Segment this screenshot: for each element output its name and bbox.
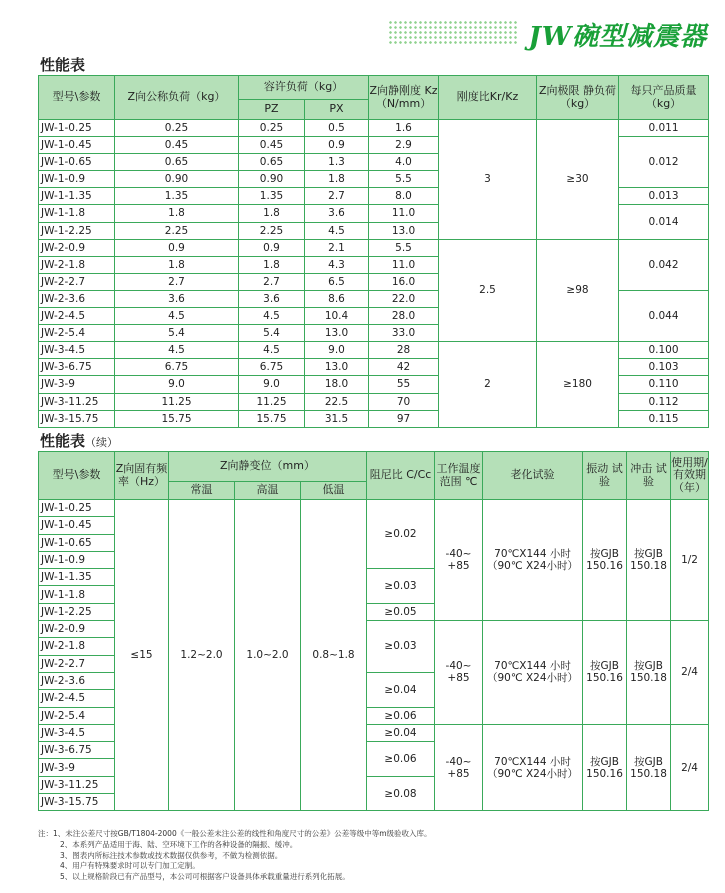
cell-model: JW-2-3.6 [39,672,115,689]
footnote-line [38,851,708,862]
cell-z-load: 5.4 [115,325,239,342]
cell-normal-temp: 1.2~2.0 [169,500,235,811]
cell-model: JW-1-2.25 [39,603,115,620]
cell-z-load: 0.25 [115,120,239,137]
cell-aging-group-3: 70℃X144 小时（90℃ X24小时） [483,724,583,810]
cell-mass: 0.042 [619,239,709,290]
cell-damping: ≥0.06 [367,742,435,777]
cell-pz: 2.7 [239,273,305,290]
footnotes [38,829,708,883]
cell-model: JW-3-9 [39,376,115,393]
col-header-kz: Z向静刚度 Kz（N/mm） [369,76,439,120]
cell-damping: ≥0.03 [367,569,435,604]
cell-model: JW-1-0.65 [39,154,115,171]
col-header-freq: Z向固有频率（Hz） [115,452,169,500]
cell-temp-group-1: -40~ +85 [435,500,483,621]
cell-z-load: 0.45 [115,137,239,154]
cell-pz: 15.75 [239,410,305,427]
cell-kz: 2.9 [369,137,439,154]
cell-limit-group-1: ≥30 [537,120,619,240]
page-header [0,12,725,52]
cell-px: 13.0 [305,325,369,342]
cell-z-load: 1.8 [115,256,239,273]
footnote-text: 本系列产品适用于海、陆、空环境下工作的各种设备的隔振、缓冲。 [72,839,298,849]
cell-model: JW-3-11.25 [39,393,115,410]
cell-z-load: 0.90 [115,171,239,188]
cell-kz: 4.0 [369,154,439,171]
cell-kz: 11.0 [369,205,439,222]
cell-model: JW-1-1.8 [39,205,115,222]
cell-px: 2.7 [305,188,369,205]
cell-kz: 28.0 [369,308,439,325]
col-header-mass: 每只产品质量（kg） [619,76,709,120]
footnote-line [38,840,708,851]
cell-mass: 0.115 [619,410,709,427]
cell-ratio-group-2: 2.5 [439,239,537,342]
cell-damping: ≥0.02 [367,500,435,569]
cell-life-group-2: 2/4 [671,621,709,725]
cell-mass: 0.012 [619,137,709,188]
table-row [39,342,709,359]
cell-mass: 0.100 [619,342,709,359]
col-header-temp: 工作温度范围 ℃ [435,452,483,500]
cell-px: 0.5 [305,120,369,137]
cell-px: 22.5 [305,393,369,410]
cell-mass: 0.044 [619,290,709,341]
col-header-disp: Z向静变位（mm） [169,452,367,482]
cell-model: JW-2-4.5 [39,690,115,707]
cell-vibration-group-3: 按GJB 150.16 [583,724,627,810]
cell-model: JW-2-5.4 [39,325,115,342]
cell-damping: ≥0.04 [367,724,435,741]
cell-model: JW-2-2.7 [39,655,115,672]
cell-model: JW-1-0.9 [39,551,115,568]
table2-title-suffix: （续） [85,436,119,449]
cell-freq: ≤15 [115,500,169,811]
cell-px: 1.3 [305,154,369,171]
cell-pz: 5.4 [239,325,305,342]
footnote-lead: 2、 [60,839,73,849]
cell-kz: 8.0 [369,188,439,205]
cell-low-temp: 0.8~1.8 [301,500,367,811]
footnote-lead: 3、 [60,850,73,860]
cell-z-load: 0.9 [115,239,239,256]
col-header-allow-load: 容许负荷（kg） [239,76,369,100]
cell-pz: 11.25 [239,393,305,410]
cell-model: JW-1-0.45 [39,137,115,154]
cell-kz: 42 [369,359,439,376]
cell-z-load: 1.8 [115,205,239,222]
table-row [39,239,709,256]
cell-z-load: 4.5 [115,308,239,325]
table2-title-text: 性能表 [40,432,86,450]
cell-px: 4.3 [305,256,369,273]
cell-mass: 0.014 [619,205,709,239]
cell-model: JW-3-4.5 [39,342,115,359]
cell-pz: 0.65 [239,154,305,171]
cell-px: 13.0 [305,359,369,376]
cell-limit-group-2: ≥98 [537,239,619,342]
cell-temp-group-3: -40~ +85 [435,724,483,810]
footnote-line [38,861,708,872]
cell-model: JW-2-5.4 [39,707,115,724]
cell-kz: 28 [369,342,439,359]
cell-mass: 0.110 [619,376,709,393]
footnote-lead: 4、 [60,861,73,871]
cell-mass: 0.011 [619,120,709,137]
cell-kz: 5.5 [369,239,439,256]
cell-pz: 9.0 [239,376,305,393]
table1-title-text: 性能表 [40,56,86,74]
cell-px: 2.1 [305,239,369,256]
performance-table-continued [38,451,709,811]
cell-mass: 0.103 [619,359,709,376]
col-header-aging: 老化试验 [483,452,583,500]
cell-model: JW-1-0.65 [39,534,115,551]
cell-model: JW-1-1.35 [39,188,115,205]
cell-damping: ≥0.05 [367,603,435,620]
cell-px: 3.6 [305,205,369,222]
cell-pz: 0.45 [239,137,305,154]
cell-pz: 6.75 [239,359,305,376]
footnote-line [38,872,708,883]
cell-model: JW-2-1.8 [39,256,115,273]
cell-model: JW-1-2.25 [39,222,115,239]
cell-kz: 11.0 [369,256,439,273]
cell-model: JW-1-0.9 [39,171,115,188]
cell-pz: 4.5 [239,342,305,359]
cell-model: JW-1-1.8 [39,586,115,603]
cell-px: 8.6 [305,290,369,307]
cell-model: JW-3-15.75 [39,794,115,811]
cell-aging-group-2: 70℃X144 小时（90℃ X24小时） [483,621,583,725]
cell-model: JW-1-0.45 [39,517,115,534]
cell-z-load: 1.35 [115,188,239,205]
cell-z-load: 15.75 [115,410,239,427]
cell-z-load: 9.0 [115,376,239,393]
table-row [39,120,709,137]
cell-aging-group-1: 70℃X144 小时（90℃ X24小时） [483,500,583,621]
cell-shock-group-2: 按GJB 150.18 [627,621,671,725]
performance-table [38,75,709,428]
col-header-pz: PZ [239,100,305,120]
table2-title [40,430,118,451]
cell-model: JW-2-0.9 [39,621,115,638]
cell-z-load: 11.25 [115,393,239,410]
footnote-lead: 5、 [60,872,73,882]
cell-px: 9.0 [305,342,369,359]
cell-px: 18.0 [305,376,369,393]
cell-px: 10.4 [305,308,369,325]
brand-title: JW碗型减震器 [528,22,707,52]
col-header-normal-temp: 常温 [169,482,235,500]
cell-model: JW-1-1.35 [39,569,115,586]
col-header-model: 型号\参数 [39,76,115,120]
dot-pattern-decoration [388,20,518,46]
cell-model: JW-2-3.6 [39,290,115,307]
col-header-px: PX [305,100,369,120]
cell-kz: 5.5 [369,171,439,188]
cell-model: JW-3-4.5 [39,724,115,741]
cell-kz: 55 [369,376,439,393]
cell-model: JW-3-15.75 [39,410,115,427]
cell-shock-group-3: 按GJB 150.18 [627,724,671,810]
col-header-low-temp: 低温 [301,482,367,500]
footnote-text: 图表内所标注技术参数或技术数据仅供参考，不做为检测依据。 [72,850,283,860]
cell-px: 0.9 [305,137,369,154]
col-header-vibration: 振动 试验 [583,452,627,500]
cell-px: 4.5 [305,222,369,239]
cell-model: JW-1-0.25 [39,500,115,517]
col-header-ratio: 刚度比Kr/Kz [439,76,537,120]
cell-vibration-group-2: 按GJB 150.16 [583,621,627,725]
cell-pz: 4.5 [239,308,305,325]
cell-pz: 3.6 [239,290,305,307]
cell-model: JW-3-6.75 [39,742,115,759]
cell-high-temp: 1.0~2.0 [235,500,301,811]
cell-model: JW-3-9 [39,759,115,776]
cell-kz: 70 [369,393,439,410]
cell-mass: 0.112 [619,393,709,410]
footnote-text: 以上规格阶段已有产品型号，本公司可根据客户设备具体承载重量进行系列化拓展。 [72,872,350,882]
cell-pz: 0.9 [239,239,305,256]
cell-pz: 1.35 [239,188,305,205]
cell-kz: 22.0 [369,290,439,307]
col-header-model: 型号\参数 [39,452,115,500]
cell-z-load: 2.25 [115,222,239,239]
cell-damping: ≥0.08 [367,776,435,811]
cell-model: JW-3-11.25 [39,776,115,793]
col-header-limit: Z向极限 静负荷（kg） [537,76,619,120]
cell-life-group-3: 2/4 [671,724,709,810]
cell-z-load: 3.6 [115,290,239,307]
cell-kz: 33.0 [369,325,439,342]
footnote-lead: 注：1、 [38,829,66,838]
cell-vibration-group-1: 按GJB 150.16 [583,500,627,621]
cell-model: JW-2-1.8 [39,638,115,655]
cell-kz: 13.0 [369,222,439,239]
cell-model: JW-3-6.75 [39,359,115,376]
cell-life-group-1: 1/2 [671,500,709,621]
cell-model: JW-2-0.9 [39,239,115,256]
cell-kz: 1.6 [369,120,439,137]
footnote-text: 未注公差尺寸按GB/T1804-2000《一般公差未注公差的线性和角度尺寸的公差》公差等级中等m级验收入库。 [65,829,432,838]
cell-pz: 0.90 [239,171,305,188]
cell-damping: ≥0.03 [367,621,435,673]
cell-ratio-group-1: 3 [439,120,537,240]
cell-px: 31.5 [305,410,369,427]
table1-title [40,54,85,75]
col-header-high-temp: 高温 [235,482,301,500]
cell-z-load: 0.65 [115,154,239,171]
cell-z-load: 4.5 [115,342,239,359]
cell-model: JW-2-4.5 [39,308,115,325]
cell-model: JW-2-2.7 [39,273,115,290]
cell-mass: 0.013 [619,188,709,205]
cell-ratio-group-3: 2 [439,342,537,427]
footnote-text: 用户有特殊要求时可以专门加工定制。 [72,861,200,871]
col-header-z-load: Z向公称负荷（kg） [115,76,239,120]
cell-z-load: 2.7 [115,273,239,290]
cell-kz: 97 [369,410,439,427]
cell-temp-group-2: -40~ +85 [435,621,483,725]
cell-pz: 1.8 [239,205,305,222]
table-row [39,500,709,517]
cell-px: 6.5 [305,273,369,290]
cell-pz: 2.25 [239,222,305,239]
cell-z-load: 6.75 [115,359,239,376]
col-header-shock: 冲击 试验 [627,452,671,500]
cell-limit-group-3: ≥180 [537,342,619,427]
cell-shock-group-1: 按GJB 150.18 [627,500,671,621]
cell-damping: ≥0.04 [367,672,435,707]
col-header-damping: 阻尼比 C/Cc [367,452,435,500]
cell-pz: 0.25 [239,120,305,137]
cell-pz: 1.8 [239,256,305,273]
cell-px: 1.8 [305,171,369,188]
footnote-line [38,829,708,840]
cell-damping: ≥0.06 [367,707,435,724]
col-header-life: 使用期/ 有效期 （年） [671,452,709,500]
cell-model: JW-1-0.25 [39,120,115,137]
cell-kz: 16.0 [369,273,439,290]
